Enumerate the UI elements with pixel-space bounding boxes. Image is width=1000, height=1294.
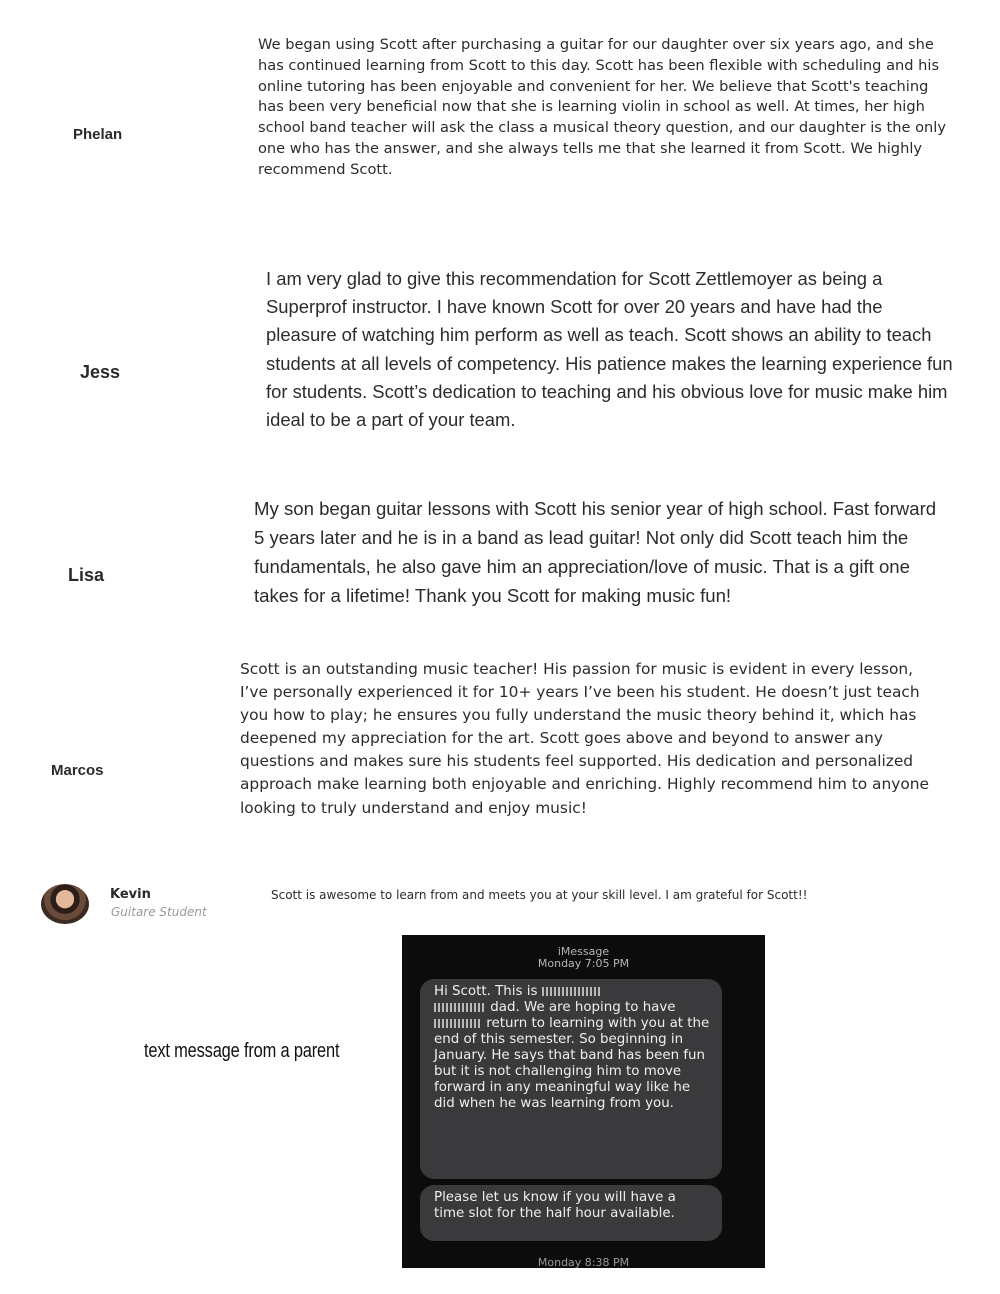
- reviewer-role: Guitare Student: [111, 905, 207, 919]
- message-text-part: return to learning with you at the end of this semester. So beginning in January. He says that band has been fun but it is not challenging him to move forward in any meaningful way like he did when he was learning from you.: [434, 1016, 710, 1111]
- message-timestamp: Monday 8:38 PM: [537, 1256, 630, 1268]
- testimonial-text-jess: I am very glad to give this recommendation for Scott Zettlemoyer as being a Superprof instructor. I have known Scott for over 20 years and have had the pleasure of watching him perform as well as teach. Scott shows an ability to teach students at all levels of competency. His patience makes the learning experience fun for students. Scott’s dedication to teaching and his obvious love for music make him ideal to be a part of your team.: [266, 268, 953, 431]
- testimonial-text-kevin: Scott is awesome to learn from and meets you at your skill level. I am grateful for Scott!!: [271, 888, 808, 902]
- testimonial-text-phelan: We began using Scott after purchasing a guitar for our daughter over six years ago, and she has continued learning from Scott to this day. Scott has been flexible with scheduling and his online tutoring has been enjoyable and convenient for her. We believe that Scott's teaching has been very beneficial now that she is learning violin in school as well. At times, her high school band teacher will ask the class a musical theory question, and our daughter is the only one who has the answer, and she always tells me that she learned it from Scott. We highly recommend Scott.: [258, 36, 946, 178]
- message-bubble: Please let us know if you will have a time slot for the half hour available.: [420, 1185, 722, 1241]
- text-message-screenshot: [402, 935, 765, 1268]
- redacted-name: [542, 987, 600, 996]
- reviewer-name-jess: Jess: [80, 362, 121, 382]
- reviewer-name-marcos: Marcos: [51, 762, 104, 779]
- reviewer-name-phelan: Phelan: [73, 126, 123, 143]
- testimonial-text-marcos: Scott is an outstanding music teacher! His passion for music is evident in every lesson, I’ve personally experienced it for 10+ years I’ve been his student. He doesn’t just teach you how to play; he ensures you fully understand the music theory behind it, which has deepened my appreciation for the art. Scott goes above and beyond to answer any questions and makes sure his students feel supported. His dedication and personalized approach make learning both enjoyable and enriching. Highly recommend him to anyone looking to truly understand and enjoy music!: [240, 660, 929, 817]
- reviewer-name-kevin: Kevin: [110, 887, 151, 902]
- redacted-name: [434, 1003, 486, 1012]
- message-text-part: dad. We are hoping to have: [490, 1000, 676, 1015]
- testimonial-text-lisa: My son began guitar lessons with Scott his senior year of high school. Fast forward 5 years later and he is in a band as lead guitar! Not only did Scott teach him the fundamentals, he also gave him an appreciation/love of music. That is a gift one takes for a lifetime! Thank you Scott for making music fun!: [254, 498, 937, 606]
- message-bubble: [420, 979, 722, 1179]
- sms-caption: text message from a parent: [144, 1040, 340, 1062]
- reviewer-name-lisa: Lisa: [68, 565, 105, 585]
- message-text-part: Hi Scott. This is: [434, 984, 538, 999]
- message-timestamp: Monday 7:05 PM: [537, 957, 630, 970]
- imessage-label: iMessage: [557, 945, 610, 958]
- redacted-name: [434, 1019, 482, 1028]
- avatar: [41, 884, 89, 924]
